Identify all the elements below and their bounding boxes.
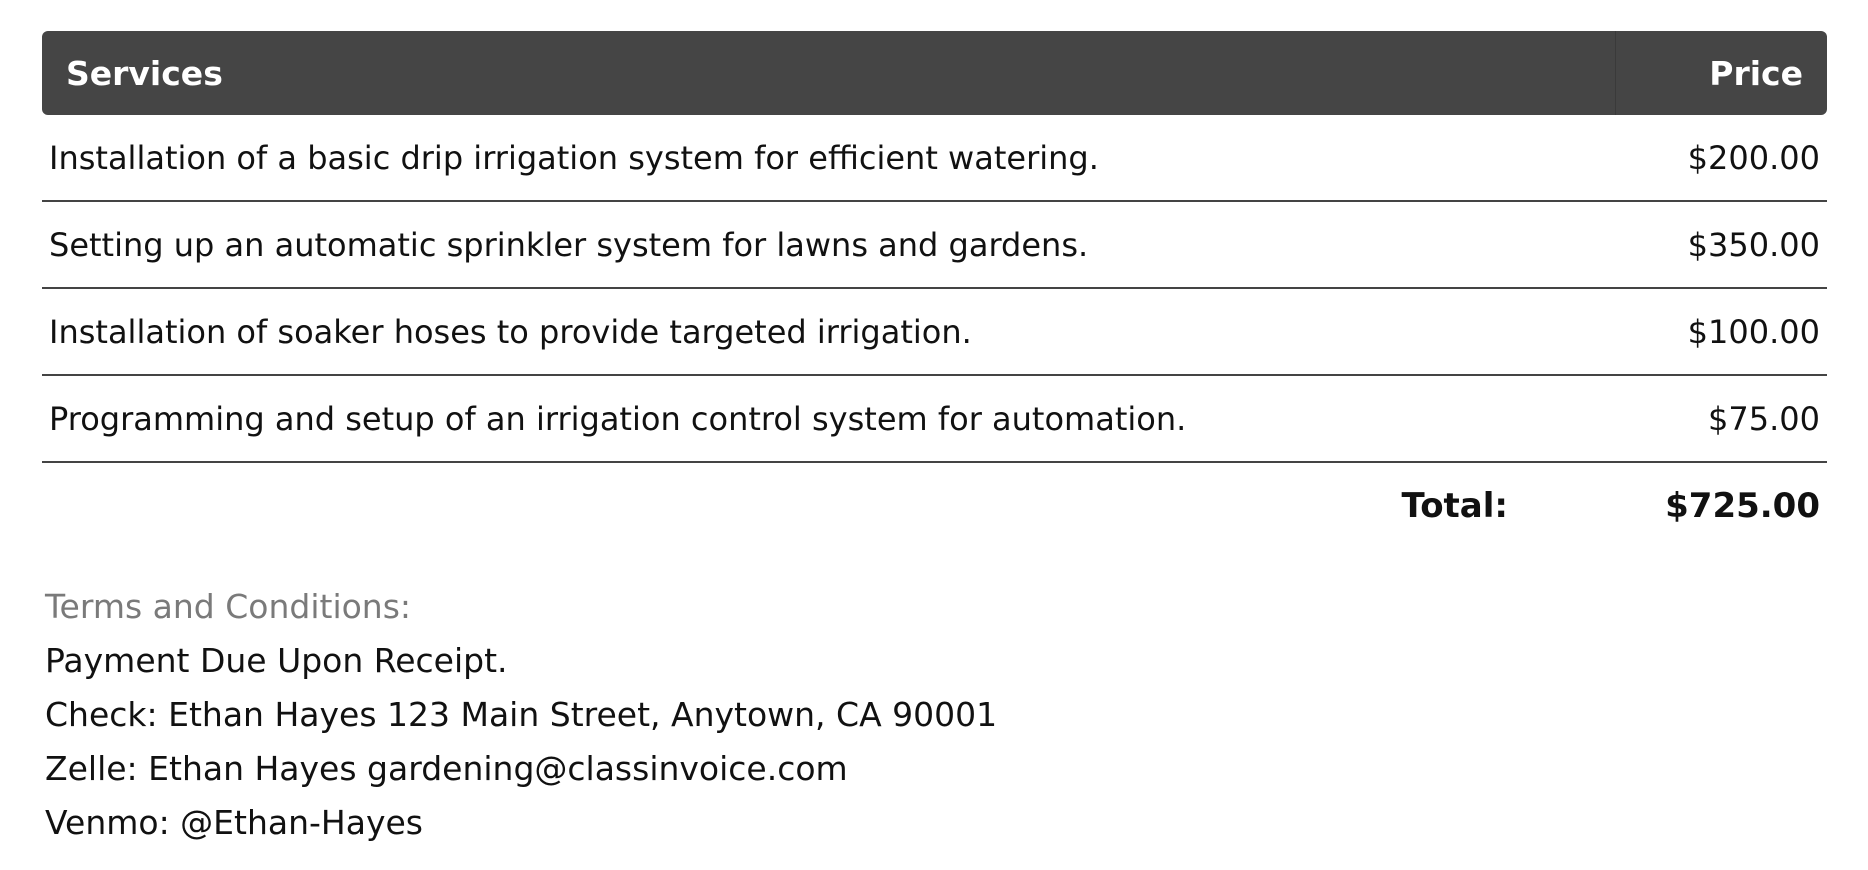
services-table	[42, 31, 1827, 549]
services-column-header: Services	[42, 31, 1615, 115]
total-label: Total:	[1401, 486, 1508, 526]
service-price: $200.00	[1615, 115, 1827, 201]
table-row	[42, 115, 1827, 201]
service-description: Programming and setup of an irrigation control system for automation.	[42, 375, 1615, 462]
terms-check-info: Check: Ethan Hayes 123 Main Street, Anytown, CA 90001	[45, 695, 998, 734]
service-description: Installation of a basic drip irrigation system for efficient watering.	[42, 115, 1615, 201]
terms-zelle-info: Zelle: Ethan Hayes gardening@classinvoice.com	[45, 749, 848, 788]
service-description: Setting up an automatic sprinkler system for lawns and gardens.	[42, 201, 1615, 288]
table-row	[42, 201, 1827, 288]
table-row	[42, 375, 1827, 462]
terms-payment-due: Payment Due Upon Receipt.	[45, 641, 508, 680]
total-row	[42, 462, 1827, 549]
service-price: $350.00	[1615, 201, 1827, 288]
terms-title: Terms and Conditions:	[45, 587, 412, 626]
service-price: $75.00	[1615, 375, 1827, 462]
price-column-header: Price	[1615, 31, 1827, 115]
total-value: $725.00	[1665, 486, 1820, 526]
service-price: $100.00	[1615, 288, 1827, 375]
table-header-row	[42, 31, 1827, 115]
terms-section	[45, 580, 1245, 850]
table-row	[42, 288, 1827, 375]
service-description: Installation of soaker hoses to provide targeted irrigation.	[42, 288, 1615, 375]
terms-venmo-info: Venmo: @Ethan-Hayes	[45, 803, 423, 842]
